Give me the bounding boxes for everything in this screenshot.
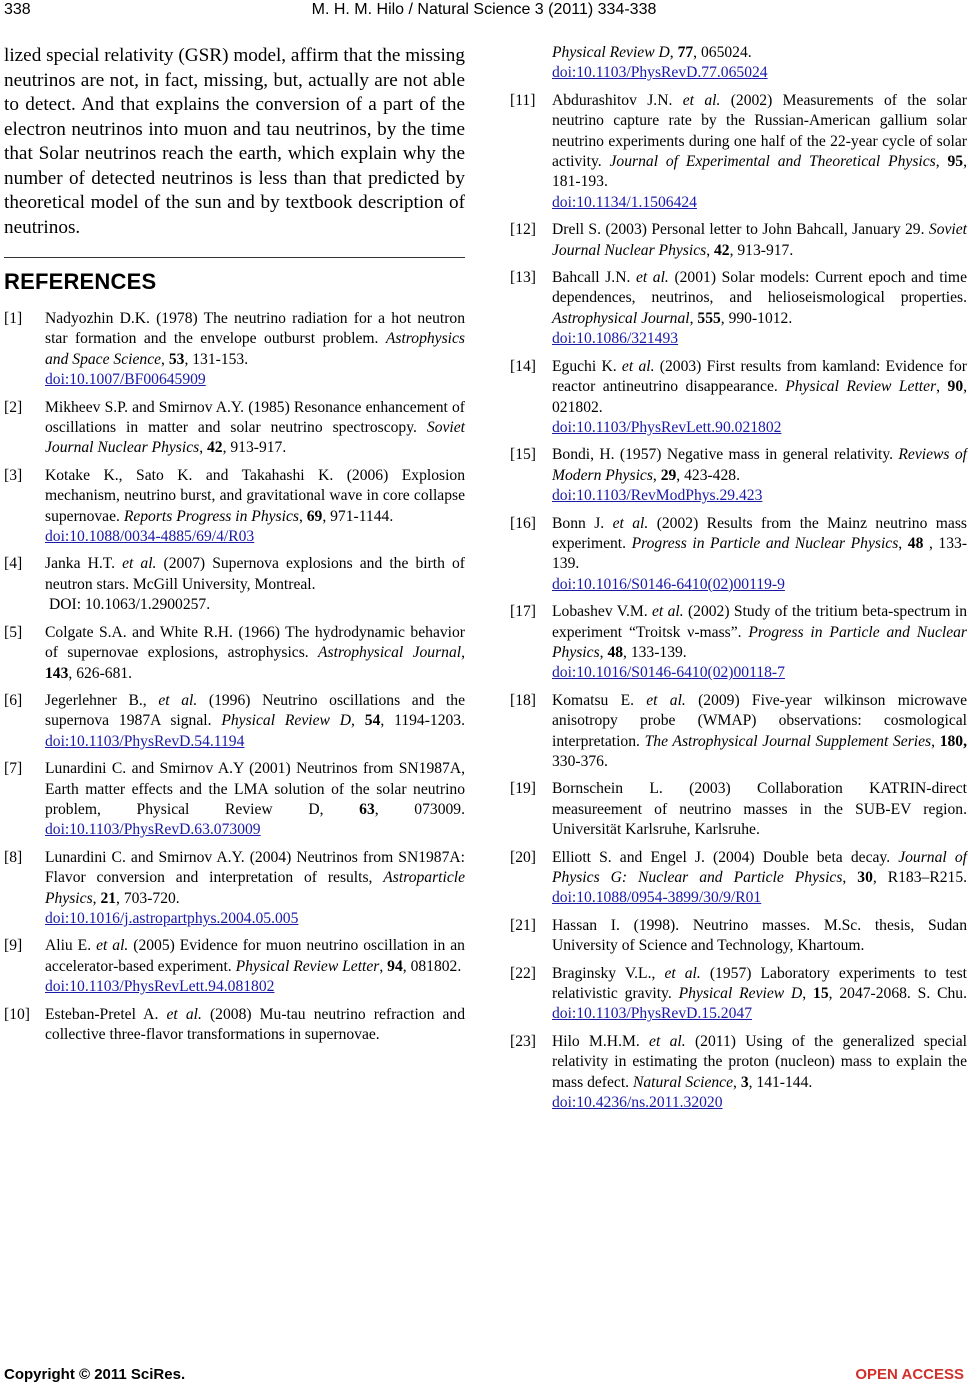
reference-item <box>4 554 465 615</box>
reference-authors-title: Elliott S. and Engel J. (2004) Double beta decay. <box>552 848 899 866</box>
reference-number: [19] <box>510 780 536 798</box>
journal-name: Natural Science <box>632 1073 734 1091</box>
reference-item: [18] Komatsu E. et al. (2009) Five-year wilkinson microwave anisotropy probe (WMAP) observations: cosmological interpretation. The Astrophysical Journal Supplement Series, 180, 330-376. <box>510 691 968 770</box>
reference-item <box>4 1005 465 1046</box>
doi-link[interactable]: doi:10.1103/PhysRevD.77.065024 <box>552 64 768 82</box>
pages: , 626-681. <box>68 664 133 682</box>
reference-item <box>4 759 465 841</box>
reference-number: [9] <box>4 937 23 955</box>
reference-number: [8] <box>4 848 23 866</box>
reference-title: (2002) Results from the Mainz neutrino mass experiment. <box>552 514 967 552</box>
et-al: et al. <box>651 603 684 621</box>
doi-link[interactable]: doi:10.1088/0034-4885/69/4/R03 <box>45 528 255 546</box>
pages: , 073009. <box>374 800 465 818</box>
reference-list-right <box>510 91 967 1114</box>
pages: 330-376. <box>552 753 608 770</box>
reference-title: (2008) Mu-tau neutrino refraction and collective three-flavor transformations in supernovae. <box>45 1005 466 1043</box>
pages: , 021802. <box>552 378 968 416</box>
doi-link[interactable]: doi:10.1103/RevModPhys.29.423 <box>552 487 763 505</box>
pages: , 2047-2068. S. Chu. <box>828 985 967 1003</box>
reference-title: (2002) Study of the tritium beta-spectrum in experiment “Troitsk ν-mass”. <box>552 603 967 641</box>
reference-item <box>510 779 967 840</box>
reference-item: [16] Bonn J. et al. (2002) Results from the Mainz neutrino mass experiment. Progress in Particle and Nuclear Physics, 48 , 133-139. doi:10.1016/S0146-6410(02)00119-9 <box>510 514 967 596</box>
reference-title: (2011) Using of the generalized special relativity in estimating the proton (nucleon) mass to explain the mass defect. <box>552 1032 967 1091</box>
reference-title: (2005) Evidence for muon neutrino oscillation in an accelerator-based experiment. <box>45 937 465 975</box>
reference-item: [15] Bondi, H. (1957) Negative mass in general relativity. Reviews of Modern Physics, 29, 423-428. doi:10.1103/RevModPhys.29.423 <box>510 445 967 506</box>
et-al: et al. <box>158 691 198 709</box>
journal-name: Astroparticle Physics <box>45 869 465 907</box>
journal-name: Progress in Particle and Nuclear Physics <box>631 534 899 552</box>
page-footer <box>0 1366 968 1388</box>
et-al: et al. <box>166 1005 202 1023</box>
reference-item: [13] Bahcall J.N. et al. (2001) Solar models: Current epoch and time dependences, neutrinos, and helioseismological properties. Astrophysical Journal, 555, 990-1012. doi:10.1086/321493 <box>510 268 967 350</box>
reference-authors-title: Bornschein L. (2003) Collaboration KATRIN-direct measureement of neutrino masses in the SUB-EV region. Universität Karlsruhe, Karlsruhe. <box>552 780 967 839</box>
pages: , 131-153. <box>184 350 249 368</box>
reference-number: [16] <box>510 514 536 532</box>
pages: , 990-1012. <box>720 309 793 327</box>
doi-link[interactable]: doi:10.1103/PhysRevD.63.073009 <box>45 821 261 839</box>
reference-item: [3] Kotake K., Sato K. and Takahashi K. (2006) Explosion mechanism, neutrino burst, and gravitational wave in core collapse supernovae. Reports Progress in Physics, 69, 971-1144. doi:10.1088/0034-4885/69/4/R03 <box>4 466 465 548</box>
et-al: et al. <box>646 691 686 709</box>
reference-number: [7] <box>4 760 23 778</box>
journal-name: Physical Review D <box>552 44 670 61</box>
page-number: 338 <box>4 1 31 18</box>
reference-authors-title: Braginsky V.L., <box>552 964 665 982</box>
volume: 555 <box>697 309 721 327</box>
open-access-label: OPEN ACCESS <box>855 1366 964 1383</box>
reference-authors-title: Lunardini C. and Smirnov A.Y. (2004) Neutrinos from SN1987A: Flavor conversion and interpretation of results, <box>45 848 465 887</box>
doi-link[interactable]: doi:10.1088/0954-3899/30/9/R01 <box>552 889 762 907</box>
volume: 180, <box>939 732 967 750</box>
reference-number: [5] <box>4 623 23 641</box>
reference-title: (2007) Supernova explosions and the birth of neutron stars. McGill University, Montreal. <box>45 555 465 593</box>
volume: 42 <box>206 439 223 457</box>
reference-authors-title: Lobashev V.M. <box>552 603 652 621</box>
reference-number: [10] <box>4 1005 30 1023</box>
journal-name: Astrophysical Journal <box>552 309 690 327</box>
volume: 42 <box>713 241 730 259</box>
volume: 94 <box>387 957 403 975</box>
pages: , 133-139. <box>623 643 687 661</box>
volume: 48 <box>907 534 924 552</box>
et-al: et al. <box>649 1032 686 1050</box>
reference-item: [20] Elliott S. and Engel J. (2004) Double beta decay. Journal of Physics G: Nuclear and Particle Physics, 30, R183–R215. doi:10.1088/0954-3899/30/9/R01 <box>510 848 968 907</box>
reference-item: [6] Jegerlehner B., et al. (1996) Neutrino oscillations and the supernova 1987A signal. Physical Review D, 54, 1194-1203. doi:10.1103/PhysRevD.54.1194 <box>4 691 466 750</box>
reference-number: [18] <box>510 691 536 709</box>
reference-authors-title: Eguchi K. <box>552 357 622 375</box>
reference-title: (2002) Measurements of the solar neutrino capture rate by the Russian-American gallium solar neutrino experiments during one half of the 22-year cycle of solar activity. <box>552 91 967 171</box>
volume: 77 <box>677 44 694 61</box>
pages: , 081802. <box>402 957 462 975</box>
reference-item: [23] Hilo M.H.M. et al. (2011) Using of the generalized special relativity in estimating the proton (nucleon) mass to explain the mass defect. Natural Science, 3, 141-144. doi:10.4236/ns.2011.32020 <box>510 1032 967 1114</box>
pages: , 913-917. <box>729 241 794 259</box>
reference-authors-title: Hassan I. (1998). Neutrino masses. M.Sc. thesis, Sudan University of Science and Technology, Khartoum. <box>552 916 967 955</box>
volume: 95 <box>947 153 964 171</box>
reference-item: [22] Braginsky V.L., et al. (1957) Laboratory experiments to test relativistic gravity. Physical Review D, 15, 2047-2068. S. Chu. doi:10.1103/PhysRevD.15.2047 <box>510 964 967 1023</box>
reference-item: [17] Lobashev V.M. et al. (2002) Study of the tritium beta-spectrum in experiment “Troitsk ν-mass”. Progress in Particle and Nuclear Physics, 48, 133-139. doi:10.1016/S0146-6410(02)00118-7 <box>510 602 967 684</box>
doi-link[interactable]: doi:10.1016/S0146-6410(02)00118-7 <box>552 664 785 682</box>
pages: , 913-917. <box>222 439 287 457</box>
reference-title: (2001) Solar models: Current epoch and time dependences, neutrinos, and helioseismological properties. <box>552 269 967 307</box>
et-al: et al. <box>122 555 157 573</box>
page-header <box>0 0 968 22</box>
et-al: et al. <box>664 964 701 982</box>
pages: , 971-1144. <box>322 507 394 525</box>
reference-number: [20] <box>510 848 536 866</box>
reference-list-left <box>4 309 465 1045</box>
et-al: et al. <box>682 91 721 109</box>
reference-authors-title: Jegerlehner B., <box>45 691 159 709</box>
reference-authors-title: Abdurashitov J.N. <box>552 91 683 109</box>
et-al: et al. <box>635 269 669 287</box>
doi-link[interactable]: doi:10.1103/PhysRevLett.94.081802 <box>45 978 275 996</box>
volume: 15 <box>813 985 829 1003</box>
reference-authors-title: Aliu E. <box>45 937 97 955</box>
reference-item: [9] Aliu E. et al. (2005) Evidence for muon neutrino oscillation in an accelerator-based experiment. Physical Review Letter, 94, 081802. doi:10.1103/PhysRevLett.94.081802 <box>4 936 465 997</box>
et-al: et al. <box>612 514 649 532</box>
doi-link[interactable]: doi:10.1103/PhysRevD.54.1194 <box>45 732 245 750</box>
doi-link[interactable]: doi:10.1016/j.astropartphys.2004.05.005 <box>45 909 299 927</box>
section-divider <box>4 257 465 258</box>
doi-link[interactable]: doi:10.1103/PhysRevLett.90.021802 <box>552 418 782 436</box>
doi-text: DOI: 10.1063/1.2900257. <box>49 596 211 614</box>
reference-item: [12] Drell S. (2003) Personal letter to John Bahcall, January 29. Soviet Journal Nuclear Physics, 42, 913-917. <box>510 221 967 259</box>
reference-number: [1] <box>4 310 23 327</box>
doi-link[interactable]: doi:10.1016/S0146-6410(02)00119-9 <box>552 575 785 593</box>
reference-authors-title: Kotake K., Sato K. and Takahashi K. (2006) Explosion mechanism, neutrino burst, and gravitational wave in core collapse supernovae. <box>45 466 465 525</box>
reference-title: (2009) Five-year wilkinson microwave anisotropy probe (WMAP) observations: cosmological interpretation. <box>552 691 968 750</box>
reference-authors-title: Nadyozhin D.K. (1978) The neutrino radiation for a hot neutron star formation and the envelope outburst problem. <box>45 310 465 348</box>
copyright-notice: Copyright © 2011 SciRes. <box>4 1366 186 1383</box>
pages: , 703-720. <box>116 889 180 907</box>
journal-name: The Astrophysical Journal Supplement Series <box>644 732 932 750</box>
journal-name: Journal of Experimental and Theoretical Physics <box>609 153 936 171</box>
volume: 3 <box>740 1073 749 1091</box>
reference-authors-title: Esteban-Pretel A. <box>45 1005 167 1023</box>
reference-number: [3] <box>4 466 23 484</box>
journal-name: Physical Review Letter <box>785 378 937 396</box>
reference-number: [21] <box>510 916 536 934</box>
journal-name: Reports Progress in Physics <box>123 507 299 525</box>
volume: 53 <box>168 350 185 368</box>
reference-title: (2003) First results from kamland: Evidence for reactor antineutrino disappearance. <box>552 357 967 396</box>
references-heading: REFERENCES <box>4 269 157 294</box>
doi-link[interactable]: doi:10.1086/321493 <box>552 330 679 348</box>
pages: , 1194-1203. <box>380 712 466 730</box>
reference-authors-title: Colgate S.A. and White R.H. (1966) The hydrodynamic behavior of supernovae explosions, astrophysics. <box>45 623 465 662</box>
volume: 21 <box>100 889 117 907</box>
reference-number: [14] <box>510 357 536 375</box>
running-title: M. H. M. Hilo / Natural Science 3 (2011) 334-338 <box>311 1 657 18</box>
journal-name: Physical Review Letter <box>235 957 380 975</box>
reference-item: [1] Nadyozhin D.K. (1978) The neutrino radiation for a hot neutron star formation and the envelope outburst problem. Astrophysics and Space Science, 53, 131-153. doi:10.1007/BF00645909 <box>4 309 465 391</box>
et-al: et al. <box>96 937 129 955</box>
left-column <box>4 44 465 1052</box>
doi-link[interactable]: doi:10.1103/PhysRevD.15.2047 <box>552 1005 752 1023</box>
doi-link[interactable]: doi:10.1007/BF00645909 <box>45 371 206 389</box>
volume: 90 <box>947 378 964 396</box>
reference-number: [11] <box>510 91 536 109</box>
volume: 69 <box>306 507 323 525</box>
et-al: et al. <box>621 357 655 375</box>
pages: , 141-144. <box>748 1073 813 1091</box>
reference-item: [2] Mikheev S.P. and Smirnov A.Y. (1985) Resonance enhancement of oscillations in matter and solar neutrino spectroscopy. Soviet Journal Nuclear Physics, 42, 913-917. <box>4 398 465 457</box>
reference-number: [13] <box>510 269 536 287</box>
right-column <box>510 43 967 1121</box>
reference-item: [14] Eguchi K. et al. (2003) First results from kamland: Evidence for reactor antineutrino disappearance. Physical Review Letter, 90, 021802. doi:10.1103/PhysRevLett.90.021802 <box>510 357 967 439</box>
reference-authors-title: Bahcall J.N. <box>552 269 636 287</box>
journal-name: Progress in Particle and Nuclear Physics <box>552 623 967 661</box>
reference-authors-title: Mikheev S.P. and Smirnov A.Y. (1985) Resonance enhancement of oscillations in matter and solar neutrino spectroscopy. <box>45 398 465 437</box>
reference-authors-title: Bondi, H. (1957) Negative mass in general relativity. <box>552 446 899 464</box>
pages: , 133-139. <box>552 534 968 573</box>
reference-continuation: Physical Review D, 77, 065024. doi:10.1103/PhysRevD.77.065024 <box>510 43 967 84</box>
volume: 54 <box>364 712 381 730</box>
volume: 63 <box>359 800 375 818</box>
volume: 29 <box>660 466 677 484</box>
doi-link[interactable]: doi:10.4236/ns.2011.32020 <box>552 1094 723 1112</box>
reference-item: [11] Abdurashitov J.N. et al. (2002) Measurements of the solar neutrino capture rate by the Russian-American gallium solar neutrino experiments during one half of the 22-year cycle of solar activity. Journal of Experimental and Theoretical Physics, 95, 181-193. doi:10.1134/1.1506424 <box>510 91 967 213</box>
volume: 30 <box>857 869 873 887</box>
body-paragraph: lized special relativity (GSR) model, affirm that the missing neutrinos are not, in fact, missing, but, actually are not able to detect. And that explains the conversion of a part of the electron neutrinos into muon and tau neutrinos, by the time that Solar neutrinos reach the earth, which explain why the number of detected neutrinos is less than that predicted by theoretical model of the sun and by textbook description of neutrinos. <box>4 45 465 238</box>
reference-item: [5] Colgate S.A. and White R.H. (1966) The hydrodynamic behavior of supernovae explosions, astrophysics. Astrophysical Journal, 143, 626-681. <box>4 623 465 682</box>
reference-number: [17] <box>510 603 536 621</box>
volume: 48 <box>607 643 624 661</box>
pages: , 423-428. <box>676 466 740 484</box>
reference-number: [6] <box>4 691 23 709</box>
reference-item: [8] Lunardini C. and Smirnov A.Y. (2004) Neutrinos from SN1987A: Flavor conversion and interpretation of results, Astroparticle Physics, 21, 703-720. doi:10.1016/j.astropartphys.2004.05.005 <box>4 848 465 930</box>
journal-name: Reviews of Modern Physics <box>552 446 967 484</box>
reference-authors-title: Janka H.T. <box>45 555 123 573</box>
journal-name: Journal of Physics G: Nuclear and Particle Physics <box>552 848 967 887</box>
reference-authors-title: Bonn J. <box>552 514 613 532</box>
reference-item <box>510 916 967 957</box>
pages: , 181-193. <box>552 153 967 191</box>
journal-name: Physical Review D <box>678 985 803 1003</box>
reference-number: [12] <box>510 221 536 239</box>
journal-name: Soviet Journal Nuclear Physics <box>552 221 967 259</box>
pages: , 065024. <box>693 44 752 61</box>
journal-name: Astrophysics and Space Science <box>45 330 465 368</box>
journal-name: Physical Review D <box>221 712 352 730</box>
reference-title: (1996) Neutrino oscillations and the supernova 1987A signal. <box>45 691 465 730</box>
pages: , R183–R215. <box>872 869 968 887</box>
reference-authors-title: Lunardini C. and Smirnov A.Y (2001) Neutrinos from SN1987A, Earth matter effects and the LMA solution of the solar neutrino problem, Physical Review D, <box>45 760 465 818</box>
doi-link[interactable]: doi:10.1134/1.1506424 <box>552 193 697 211</box>
reference-authors-title: Hilo M.H.M. <box>552 1032 650 1050</box>
reference-authors-title: Komatsu E. <box>552 691 647 709</box>
volume: 143 <box>45 664 69 682</box>
journal-name: Soviet Journal Nuclear Physics <box>45 419 465 457</box>
reference-number: [4] <box>4 555 23 573</box>
reference-authors-title: Drell S. (2003) Personal letter to John Bahcall, January 29. <box>552 221 929 239</box>
reference-number: [15] <box>510 446 536 464</box>
reference-number: [22] <box>510 964 536 982</box>
reference-title: (1957) Laboratory experiments to test relativistic gravity. <box>552 964 967 1003</box>
reference-number: [23] <box>510 1032 536 1050</box>
journal-name: Astrophysical Journal <box>318 644 462 662</box>
reference-number: [2] <box>4 398 23 416</box>
